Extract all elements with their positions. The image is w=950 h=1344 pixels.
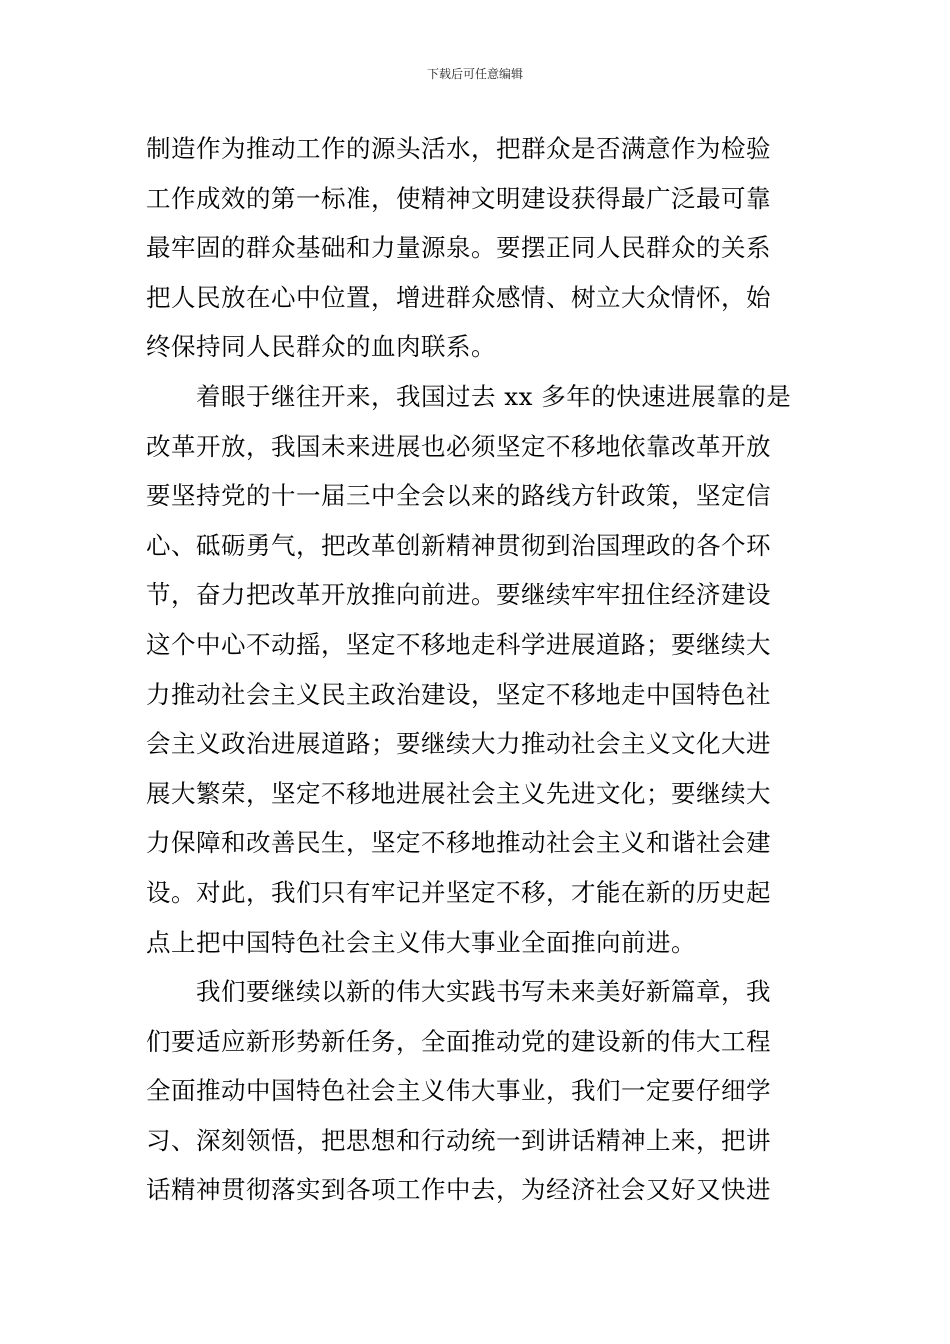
text-line: 话精神贯彻落实到各项工作中去，为经济社会又好又快进 (146, 1175, 771, 1205)
text-line: 点上把中国特色社会主义伟大事业全面推向前进。 (146, 927, 696, 957)
text-line: 制造作为推动工作的源头活水，把群众是否满意作为检验 (146, 134, 771, 163)
text-line: 改革开放，我国未来进展也必须坚定不移地依靠改革开放 (146, 431, 771, 461)
text-line: 工作成效的第一标准，使精神文明建设获得最广泛最可靠 (146, 183, 771, 213)
text-line: 终保持同人民群众的血肉联系。 (146, 332, 496, 362)
text-line: 这个中心不动摇，坚定不移地走科学进展道路；要继续大 (146, 629, 771, 659)
page-header-note: 下载后可任意编辑 (426, 67, 523, 81)
text-line: 习、深刻领悟，把思想和行动统一到讲话精神上来，把讲 (146, 1125, 771, 1155)
text-line: 把人民放在心中位置，增进群众感情、树立大众情怀，始 (146, 282, 771, 312)
text-line: 会主义政治进展道路；要继续大力推动社会主义文化大进 (146, 729, 771, 759)
text-line: 着眼于继往开来，我国过去 xx 多年的快速进展靠的是 (196, 381, 792, 411)
document-body (146, 124, 810, 1215)
text-line: 最牢固的群众基础和力量源泉。要摆正同人民群众的关系 (146, 233, 771, 263)
text-line: 力推动社会主义民主政治建设，坚定不移地走中国特色社 (146, 679, 771, 709)
text-line: 全面推动中国特色社会主义伟大事业，我们一定要仔细学 (146, 1076, 771, 1106)
text-line: 设。对此，我们只有牢记并坚定不移，才能在新的历史起 (146, 877, 771, 907)
text-line: 心、砥砺勇气，把改革创新精神贯彻到治国理政的各个环 (146, 530, 771, 560)
text-line: 们要适应新形势新任务，全面推动党的建设新的伟大工程 (146, 1026, 771, 1056)
text-line: 要坚持党的十一届三中全会以来的路线方针政策，坚定信 (146, 481, 771, 511)
text-line: 展大繁荣，坚定不移地进展社会主义先进文化；要继续大 (146, 778, 771, 808)
text-line: 我们要继续以新的伟大实践书写未来美好新篇章，我 (196, 977, 771, 1007)
text-line: 节，奋力把改革开放推向前进。要继续牢牢扭住经济建设 (146, 580, 771, 610)
text-line: 力保障和改善民生，坚定不移地推动社会主义和谐社会建 (146, 828, 771, 858)
